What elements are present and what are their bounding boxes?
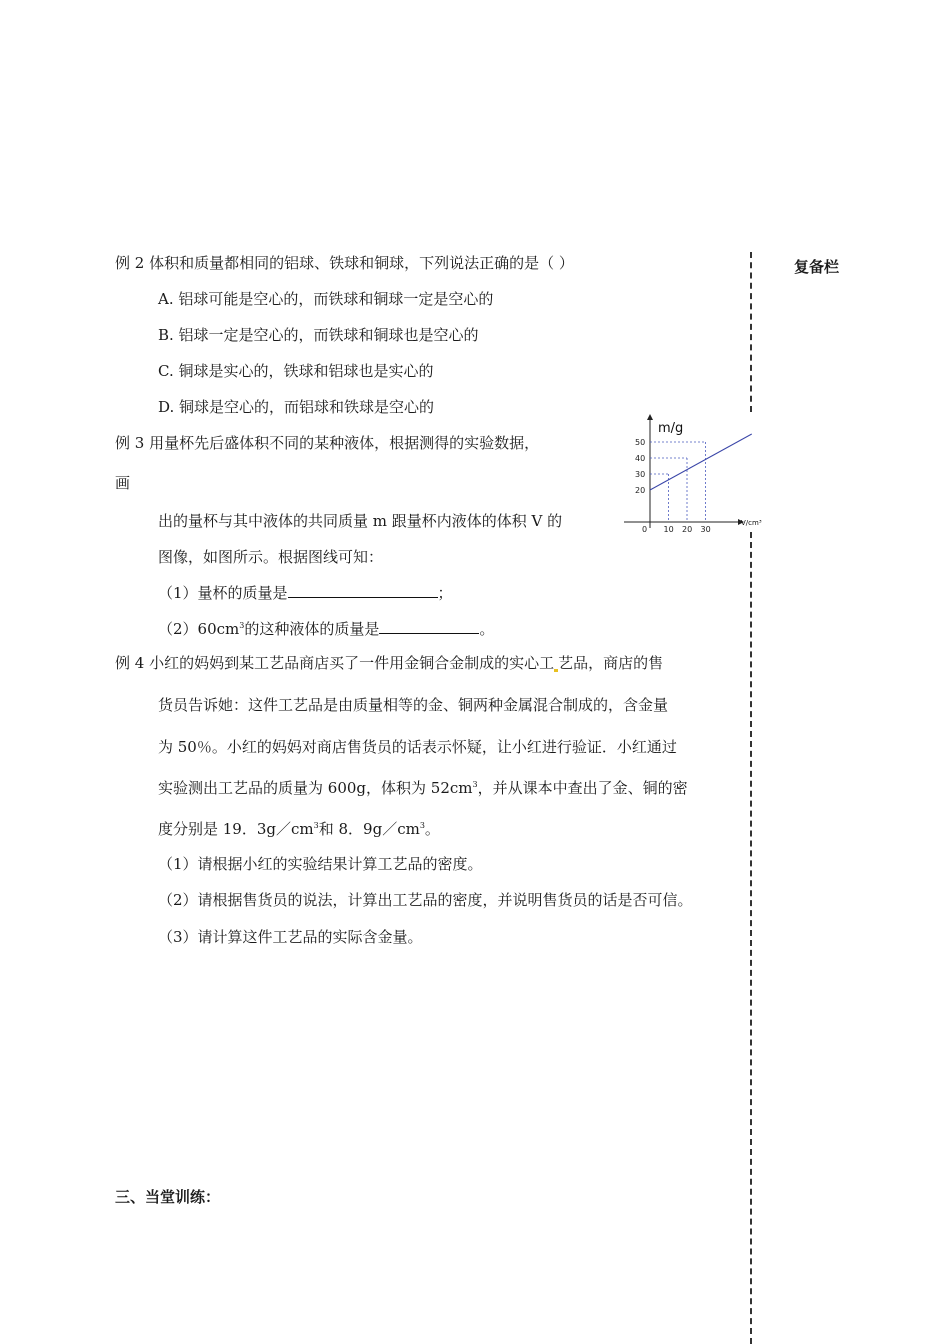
ex3-line3: 图像，如图所示。根据图线可知： [158, 548, 384, 566]
ex3-line1: 例 3 用量杯先后盛体积不同的某种液体，根据测得的实验数据， [115, 434, 540, 452]
y-axis-label: m/g [658, 421, 684, 436]
ex4-line1a: 例 4 小红的妈妈到某工艺品商店买了一件用金铜合金制成的实心工 [115, 654, 555, 672]
y-axis-arrow [647, 414, 653, 420]
ex4-q2: （2）请根据售货员的说法，计算出工艺品的密度，并说明售货员的话是否可信。 [158, 891, 693, 909]
section-3-title: 三、当堂训练： [115, 1188, 221, 1206]
ex2-option-c: C. 铜球是实心的，铁球和铝球也是实心的 [158, 362, 434, 380]
ex4-line5c: 。 [424, 820, 440, 838]
ex4-line5b: 和 8．9g／cm [318, 820, 420, 838]
ex4-line5a: 度分别是 19．3g／cm [158, 820, 314, 838]
sidebar-divider-bottom [750, 532, 752, 1344]
x-tick-label-3: 30 [700, 525, 711, 534]
ex4-line1b: 艺品，商店的售 [558, 654, 664, 672]
ex3-q2-sup: 3 [239, 621, 245, 630]
ex3-q1 [158, 582, 453, 603]
ex3-q1-suffix: ； [437, 584, 453, 602]
sidebar-title: 复备栏 [794, 258, 840, 276]
x-tick-label-1: 10 [663, 525, 674, 534]
ex3-q1-prefix: （1）量杯的质量是 [158, 584, 288, 602]
ex3-q2 [158, 618, 494, 639]
ex4-line5 [158, 818, 440, 839]
x-tick-label-0: 0 [642, 525, 648, 534]
ex4-line5-sup1: 3 [313, 821, 319, 830]
x-tick-label-2: 20 [682, 525, 693, 534]
ex3-q2-blank[interactable] [379, 619, 479, 634]
mass-volume-chart [620, 412, 780, 537]
series-line-0 [650, 434, 752, 490]
chart-labels [635, 421, 762, 534]
ex3-q2-prefix: （2）60cm [158, 620, 240, 638]
ex3-q1-blank[interactable] [288, 583, 438, 598]
ex2-option-b: B. 铝球一定是空心的，而铁球和铜球也是空心的 [158, 326, 479, 344]
sidebar-divider-top [750, 252, 752, 412]
ex2-option-d: D. 铜球是空心的，而铝球和铁球是空心的 [158, 398, 435, 416]
ex4-line4-sup: 3 [472, 780, 478, 789]
ex4-line4b: ，并从课本中查出了金、铜的密 [477, 779, 688, 797]
ex4-line4a: 实验测出工艺品的质量为 600g，体积为 52cm [158, 779, 473, 797]
ex2-question: 例 2 体积和质量都相同的铝球、铁球和铜球，下列说法正确的是（ ） [115, 254, 574, 272]
chart-guides [650, 442, 706, 522]
ex4-line2: 货员告诉她：这件工艺品是由质量相等的金、铜两种金属混合制成的，含金量 [158, 696, 669, 714]
ex4-q1: （1）请根据小红的实验结果计算工艺品的密度。 [158, 855, 483, 873]
ex4-q3: （3）请计算这件工艺品的实际含金量。 [158, 928, 423, 946]
ex4-line4 [158, 777, 688, 798]
y-tick-label-2: 40 [635, 454, 646, 463]
ex4-line1 [115, 652, 663, 673]
chart-series [650, 434, 752, 490]
y-tick-label-1: 30 [635, 470, 646, 479]
x-axis-label: V/cm³ [741, 519, 762, 527]
ex2-option-a: A. 铝球可能是空心的，而铁球和铜球一定是空心的 [158, 290, 494, 308]
y-tick-label-3: 50 [635, 438, 646, 447]
ex3-line2: 出的量杯与其中液体的共同质量 m 跟量杯内液体的体积 V 的 [158, 512, 563, 530]
ex3-q2-mid: 的这种液体的质量是 [244, 620, 380, 638]
ex3-q2-suffix: 。 [479, 620, 495, 638]
ex4-line3: 为 50％。小红的妈妈对商店售货员的话表示怀疑，让小红进行验证．小红通过 [158, 738, 677, 756]
ex3-line1b: 画 [115, 474, 131, 492]
y-tick-label-0: 20 [635, 486, 646, 495]
ex4-line5-sup2: 3 [419, 821, 425, 830]
